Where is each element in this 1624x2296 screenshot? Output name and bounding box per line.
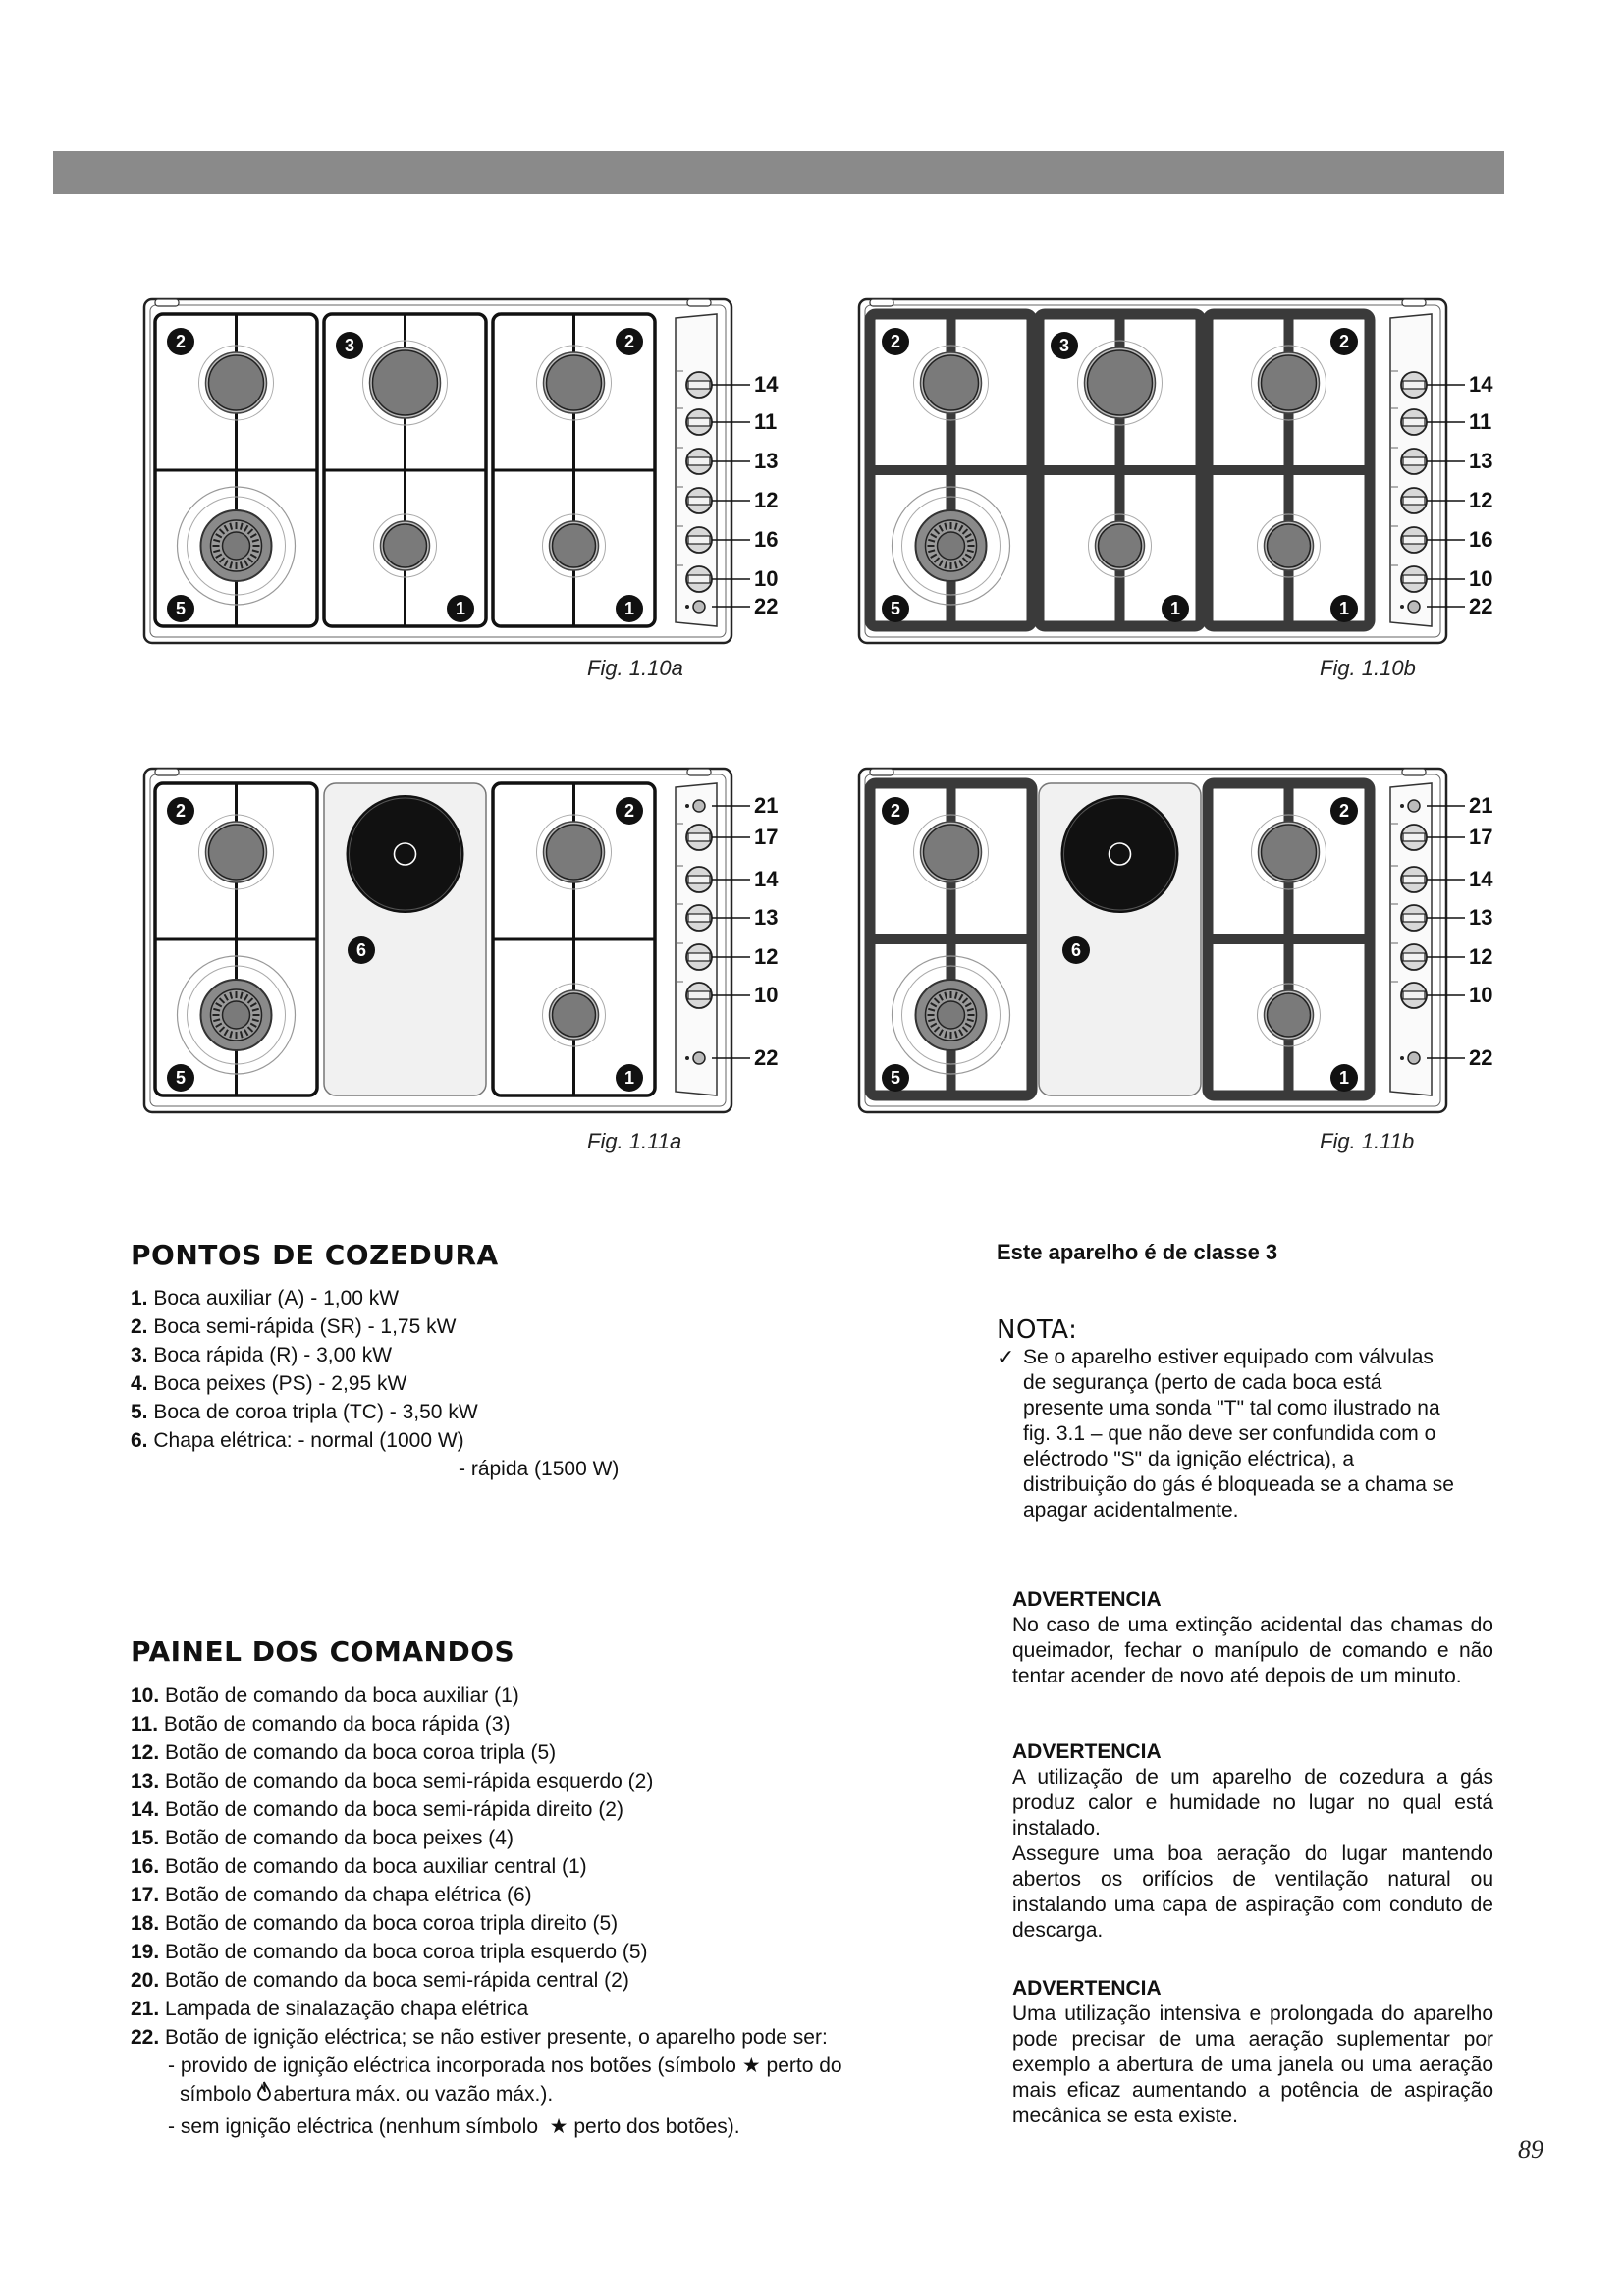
gas-burner <box>199 815 274 889</box>
list-item: 3. Boca rápida (R) - 3,00 kW <box>131 1344 393 1366</box>
warning-title: ADVERTENCIA <box>1012 1740 1162 1763</box>
svg-text:3: 3 <box>344 336 355 355</box>
gas-burner <box>543 514 606 577</box>
svg-text:2: 2 <box>1338 332 1350 351</box>
gas-burner <box>374 514 437 577</box>
list-subitem: - sem ignição eléctrica (nenhum símbolo ★ perto dos botões). <box>168 2115 740 2138</box>
list-item: 18. Botão de comando da boca coroa tripla direito (5) <box>131 1912 619 1935</box>
figure-1-11b <box>852 764 1510 1117</box>
gas-burner <box>1252 346 1326 420</box>
list-item: 10. Botão de comando da boca auxiliar (1) <box>131 1684 519 1707</box>
figure-caption-1-11a: Fig. 1.11a <box>587 1129 682 1153</box>
burner-number-badge <box>167 797 194 825</box>
svg-text:1: 1 <box>623 599 635 618</box>
gas-burner <box>1252 815 1326 889</box>
warning-block-3 <box>1012 1976 1493 2129</box>
nota-line: apagar acidentalmente. <box>1023 1499 1239 1522</box>
list-item: 14. Botão de comando da boca semi-rápida direito (2) <box>131 1798 623 1821</box>
callout-label: 13 <box>1469 905 1493 930</box>
burner-number-badge <box>167 328 194 355</box>
list-item: 4. Boca peixes (PS) - 2,95 kW <box>131 1372 407 1395</box>
svg-text:2: 2 <box>623 332 635 351</box>
callout-label: 17 <box>1469 825 1493 849</box>
list-item: 2. Boca semi-rápida (SR) - 1,75 kW <box>131 1315 457 1338</box>
burner-number-badge <box>616 797 643 825</box>
callout-label: 12 <box>754 488 779 512</box>
figure-caption-1-11b: Fig. 1.11b <box>1320 1129 1415 1153</box>
burner-number-badge <box>167 595 194 622</box>
svg-text:2: 2 <box>175 332 187 351</box>
svg-text:2: 2 <box>890 332 901 351</box>
list-item: 12. Botão de comando da boca coroa tripla (5) <box>131 1741 557 1764</box>
hob-diagram <box>852 764 1510 1117</box>
warning-title: ADVERTENCIA <box>1012 1977 1162 2000</box>
svg-text:1: 1 <box>1169 599 1181 618</box>
star-icon: ★ <box>741 2055 761 2077</box>
hob-diagram <box>137 294 795 648</box>
gas-burner <box>914 346 989 420</box>
callout-label: 10 <box>1469 983 1493 1007</box>
callout-label: 22 <box>754 594 779 618</box>
gas-burner <box>537 346 612 420</box>
svg-text:6: 6 <box>1070 940 1082 960</box>
ignition-button <box>1408 601 1420 613</box>
svg-text:2: 2 <box>890 801 901 821</box>
frame-clip <box>155 299 179 306</box>
gas-burner <box>199 346 274 420</box>
svg-text:5: 5 <box>175 599 187 618</box>
burner-number-badge <box>882 1064 909 1092</box>
cooking-points-list <box>131 1284 619 1483</box>
nota-line: de segurança (perto de cada boca está <box>1023 1371 1382 1394</box>
burner-number-badge <box>167 1064 194 1092</box>
list-item: 21. Lampada de sinalazação chapa elétrica <box>131 1998 529 2020</box>
warning-block-1 <box>1012 1587 1493 1689</box>
nota-line: distribuição do gás é bloqueada se a chama se <box>1023 1473 1454 1496</box>
star-icon: ★ <box>543 2115 568 2138</box>
svg-text:3: 3 <box>1058 336 1070 355</box>
cooking-points-title: PONTOS DE COZEDURA <box>131 1239 499 1271</box>
burner-number-badge <box>1330 595 1358 622</box>
callout-label: 22 <box>1469 594 1493 618</box>
burner-number-badge <box>1330 328 1358 355</box>
burner-number-badge <box>336 332 363 359</box>
gas-burner <box>1258 514 1321 577</box>
warning-text: Assegure uma boa aeração do lugar mantendo abertos os orifícios de ventilação natural ou instalando uma capa de aspiração com conduto de descarga. <box>1012 1842 1493 1942</box>
burner-number-badge <box>616 595 643 622</box>
warning-block-2 <box>1012 1739 1493 1944</box>
list-item-continuation: - rápida (1500 W) <box>459 1458 620 1480</box>
callout-label: 22 <box>1469 1045 1493 1070</box>
control-panel-list <box>131 1682 842 2141</box>
control-panel-title: PAINEL DOS COMANDOS <box>131 1635 515 1668</box>
warning-text: Uma utilização intensiva e prolongada do aparelho pode precisar de uma aeração suplementar por exemplo a abertura de uma janela ou uma aeração mais eficaz aumentando a potência de aspiração mecânica se esta existe. <box>1012 2002 1493 2127</box>
callout-label: 10 <box>754 983 779 1007</box>
nota-body <box>997 1345 1454 1523</box>
callout-label: 21 <box>1469 793 1493 818</box>
frame-clip <box>1402 299 1426 306</box>
warning-lamp <box>693 800 705 812</box>
check-icon: ✓ <box>997 1345 1015 1369</box>
burner-number-badge <box>1330 1064 1358 1092</box>
list-item: 13. Botão de comando da boca semi-rápida esquerdo (2) <box>131 1770 654 1792</box>
burner-number-badge <box>447 595 474 622</box>
svg-text:2: 2 <box>175 801 187 821</box>
svg-text:1: 1 <box>1338 599 1350 618</box>
burner-number-badge <box>1062 936 1090 964</box>
gas-burner <box>1078 341 1163 425</box>
figure-1-10b <box>852 294 1510 648</box>
svg-text:5: 5 <box>175 1068 187 1088</box>
callout-label: 11 <box>754 409 778 434</box>
list-item: 11. Botão de comando da boca rápida (3) <box>131 1713 511 1735</box>
header-bar <box>53 151 1504 194</box>
callout-label: 11 <box>1469 409 1492 434</box>
callout-label: 13 <box>1469 449 1493 473</box>
warning-text: A utilização de um aparelho de cozedura a gás produz calor e humidade no lugar no qual está instalado. <box>1012 1766 1493 1840</box>
electric-hotplate <box>1061 795 1179 913</box>
gas-burner <box>363 341 448 425</box>
callout-label: 16 <box>754 527 779 552</box>
svg-text:5: 5 <box>890 1068 901 1088</box>
burner-number-badge <box>1051 332 1078 359</box>
svg-text:2: 2 <box>623 801 635 821</box>
callout-label: 10 <box>1469 566 1493 591</box>
callout-label: 14 <box>754 867 779 891</box>
gas-burner <box>1258 984 1321 1046</box>
callout-label: 12 <box>1469 944 1493 969</box>
svg-text:6: 6 <box>355 940 367 960</box>
ignition-button <box>693 601 705 613</box>
callout-label: 14 <box>1469 867 1493 891</box>
list-item: 19. Botão de comando da boca coroa tripla esquerdo (5) <box>131 1941 648 1963</box>
nota-line: fig. 3.1 – que não deve ser confundida com o <box>1023 1422 1436 1445</box>
callout-label: 14 <box>754 372 779 397</box>
list-item: 17. Botão de comando da chapa elétrica (6) <box>131 1884 532 1906</box>
list-item: 20. Botão de comando da boca semi-rápida central (2) <box>131 1969 629 1992</box>
frame-clip <box>1402 769 1426 775</box>
page-number: 89 <box>1518 2135 1543 2163</box>
callout-label: 14 <box>1469 372 1493 397</box>
list-item: 15. Botão de comando da boca peixes (4) <box>131 1827 514 1849</box>
list-subitem: - provido de ignição eléctrica incorporada nos botões (símbolo ★ perto do <box>168 2055 842 2077</box>
nota-title: NOTA: <box>997 1315 1078 1345</box>
callout-label: 17 <box>754 825 779 849</box>
list-item: 16. Botão de comando da boca auxiliar central (1) <box>131 1855 587 1878</box>
frame-clip <box>687 299 711 306</box>
frame-clip <box>870 299 893 306</box>
ignition-button <box>1408 1052 1420 1064</box>
callout-label: 13 <box>754 905 779 930</box>
warning-text: No caso de uma extinção acidental das chamas do queimador, fechar o manípulo de comando e não tentar acender de novo até depois de um minuto. <box>1012 1614 1493 1687</box>
burner-number-badge <box>616 1064 643 1092</box>
figure-caption-1-10a: Fig. 1.10a <box>587 656 683 680</box>
list-item: 5. Boca de coroa tripla (TC) - 3,50 kW <box>131 1401 478 1423</box>
hob-diagram <box>852 294 1510 648</box>
warning-title: ADVERTENCIA <box>1012 1588 1162 1611</box>
svg-text:1: 1 <box>455 599 466 618</box>
gas-burner <box>914 815 989 889</box>
nota-line: eléctrodo "S" da ignição eléctrica), a <box>1023 1448 1355 1470</box>
warning-lamp <box>1408 800 1420 812</box>
frame-clip <box>870 769 893 775</box>
gas-burner <box>543 984 606 1046</box>
gas-burner <box>1089 514 1152 577</box>
gas-burner <box>537 815 612 889</box>
figure-caption-1-10b: Fig. 1.10b <box>1320 656 1416 680</box>
electric-hotplate <box>347 795 464 913</box>
flame-icon <box>257 2080 273 2109</box>
callout-label: 13 <box>754 449 779 473</box>
burner-number-badge <box>882 595 909 622</box>
frame-clip <box>687 769 711 775</box>
nota-line: Se o aparelho estiver equipado com válvulas <box>1023 1346 1434 1368</box>
burner-number-badge <box>1330 797 1358 825</box>
list-item: 1. Boca auxiliar (A) - 1,00 kW <box>131 1287 400 1309</box>
burner-number-badge <box>882 797 909 825</box>
ignition-button <box>693 1052 705 1064</box>
burner-number-badge <box>1162 595 1189 622</box>
callout-label: 10 <box>754 566 779 591</box>
class-note: Este aparelho é de classe 3 <box>997 1240 1278 1264</box>
burner-number-badge <box>882 328 909 355</box>
svg-text:1: 1 <box>1338 1068 1350 1088</box>
callout-label: 12 <box>1469 488 1493 512</box>
callout-label: 16 <box>1469 527 1493 552</box>
frame-clip <box>155 769 179 775</box>
burner-number-badge <box>616 328 643 355</box>
hob-diagram <box>137 764 795 1117</box>
list-subitem-continuation: símbolo abertura máx. ou vazão máx.). <box>131 2080 842 2109</box>
callout-label: 21 <box>754 793 779 818</box>
burner-number-badge <box>348 936 375 964</box>
figure-1-11a <box>137 764 795 1117</box>
svg-text:5: 5 <box>890 599 901 618</box>
svg-text:1: 1 <box>623 1068 635 1088</box>
callout-label: 12 <box>754 944 779 969</box>
callout-label: 22 <box>754 1045 779 1070</box>
nota-line: presente uma sonda "T" tal como ilustrado na <box>1023 1397 1440 1419</box>
list-item: 22. Botão de ignição eléctrica; se não estiver presente, o aparelho pode ser: <box>131 2026 828 2049</box>
figure-1-10a <box>137 294 795 648</box>
list-item: 6. Chapa elétrica: - normal (1000 W) <box>131 1429 464 1452</box>
svg-text:2: 2 <box>1338 801 1350 821</box>
